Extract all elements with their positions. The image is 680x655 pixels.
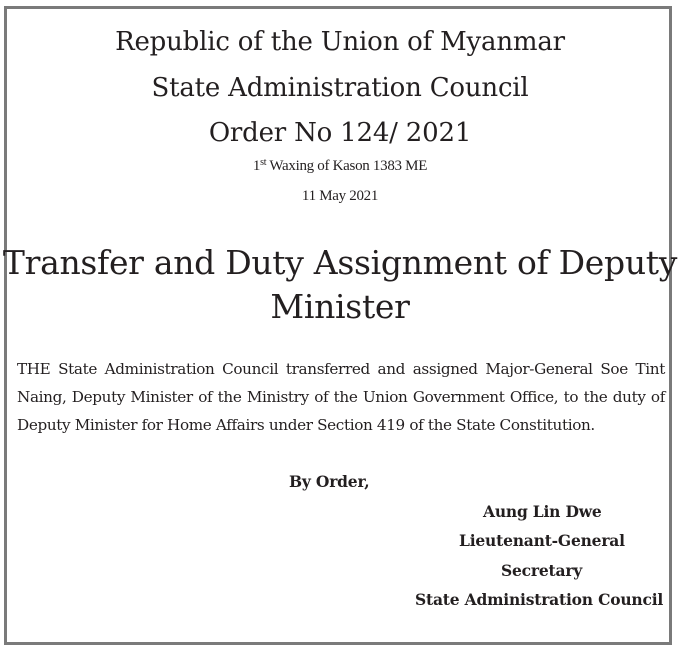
myanmar-date-rest: Waxing of Kason 1383 ME bbox=[266, 158, 428, 174]
myanmar-date-suffix: st bbox=[260, 157, 267, 168]
myanmar-date-day: 1 bbox=[252, 158, 261, 174]
myanmar-date bbox=[0, 158, 680, 175]
council-heading: State Administration Council bbox=[151, 73, 529, 103]
by-order-label: By Order, bbox=[289, 472, 370, 491]
order-paragraph: THE State Administration Council transferred and assigned Major-General Soe Tint Naing, Deputy Minister of the Ministry of the Union Government Office, to the duty of Deputy Minister for Home Affairs under Section 419 of the State Constitution. bbox=[17, 360, 665, 434]
document-title-line2: Minister bbox=[270, 287, 410, 326]
signatory-position: Secretary bbox=[501, 561, 583, 580]
signatory-name: Aung Lin Dwe bbox=[483, 502, 602, 521]
order-number: Order No 124/ 2021 bbox=[208, 118, 472, 148]
signatory-organization: State Administration Council bbox=[415, 590, 664, 609]
country-heading: Republic of the Union of Myanmar bbox=[115, 27, 565, 57]
document-title-line1: Transfer and Duty Assignment of Deputy bbox=[2, 243, 678, 282]
gregorian-date: 11 May 2021 bbox=[301, 188, 379, 204]
signatory-rank: Lieutenant-General bbox=[459, 531, 625, 550]
